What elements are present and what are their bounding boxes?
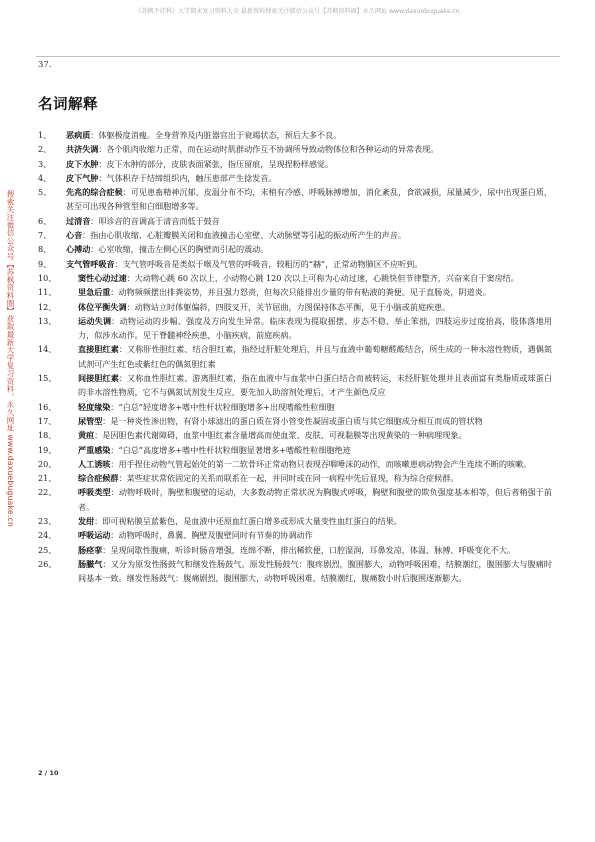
definition-entry [38,285,552,299]
entry-definition: ：即可视粘膜呈蓝紫色，是血液中还原血红蛋白增多或形成大量变性血红蛋白的结果。 [94,516,402,527]
definition-entry [38,428,552,442]
entry-definition: ：呈现间歇性腹痛，听诊时肠音增强，连绵不断，排出稀软便，口腔湿润，耳鼻发凉，体温、脉搏、呼吸变化不大。 [102,544,516,555]
definition-entry [38,400,552,414]
page-marker: 37. [38,60,52,70]
entry-term: 严重感染 [78,444,111,455]
definition-entry [38,528,552,542]
entry-number: 11、 [38,287,57,298]
entry-definition: ：心室收缩，撞击左侧心区的胸壁而引起的震动。 [90,244,269,255]
entry-number: 14、 [38,344,57,355]
entry-definition: ：体躯极度消瘦。全身营养及内脏器官出于衰竭状态，预后大多不良。 [90,130,342,140]
entry-number: 16、 [38,401,57,412]
entry-term: 发绀 [78,516,95,527]
entry-number: 3、 [38,158,52,169]
definition-entry [38,128,552,142]
definition-entry [38,557,552,586]
definition-list [38,128,552,586]
entry-definition: ：指由心肌收缩、心脏瓣膜关闭和血液撞击心室壁、大动脉壁等引起的振动所产生的声音。 [82,230,406,241]
entry-term: 窦性心动过速 [78,272,127,283]
entry-number: 2、 [38,144,52,155]
entry-definition: ：又称肝性胆红素、结合胆红素，指经过肝脏处理后，并且与血液中葡萄糖醛酸结合，所生成的一种水溶性物质，遇偶氮试剂可产生红色或紫红色的偶氮胆红素 [78,344,552,369]
definition-entry [38,171,552,185]
entry-definition: ：动物呼吸时，鼻翼、胸壁及腹壁同时有节奏的协调动作 [110,530,313,541]
entry-definition: ：大动物心跳 60 次以上，小动物心跳 120 次以上可称为心动过速，心跳快但节律整齐，兴奋来自于窦房结。 [126,272,519,283]
definition-entry [38,142,552,156]
entry-number: 12、 [38,301,57,312]
entry-number: 22、 [38,487,57,498]
entry-definition: ：又称血性胆红素、游离胆红素，指在血液中与血浆中白蛋白结合而被转运，未经肝脏处理并且表面富有类脂质或球蛋白的非水溶性物质，它不与偶氮试剂发生反应，要先加入助溶剂处理后，才产生颜色反应 [78,373,552,398]
entry-number: 9、 [38,258,52,269]
entry-term: 皮下气肿 [66,172,99,183]
definition-entry [38,471,552,485]
entry-definition: ：动物频频摆出排粪姿势，并且强力怒责，但每次只能排出少量的带有粘液的粪便。见于直肠炎，阴道炎。 [110,287,491,298]
entry-definition: ：可见患畜精神沉郁、皮温分布不均，末梢有冷感、呼吸脉搏增加，消化紊乱，食欲减损，尿量减少，尿中出现蛋白质，甚至可出现各种管型和白细胞增多等。 [66,187,552,212]
entry-number: 4、 [38,172,52,183]
entry-definition: ：用手捏住动物气管起始处的第一二软骨环正常动物只表现吞咽唾沫的动作，而咳嗽患病动物会产生连续不断的咳嗽。 [110,458,532,469]
entry-number: 18、 [38,430,57,441]
entry-term: 间接胆红素 [78,373,119,384]
entry-number: 13、 [38,315,57,326]
entry-term: 心音 [66,230,83,241]
entry-term: 尿管型 [78,415,103,426]
entry-term: 人工诱咳 [78,458,111,469]
definition-entry [38,414,552,428]
entry-definition: ：皮下水肿的部分，皮肤表面紧张，指压留痕，呈现捏粉样感觉。 [98,158,334,169]
page-footer: 2 / 10 [38,769,59,777]
definition-entry [38,371,552,400]
entry-definition: ：动物呼吸时，胸壁和腹壁的运动，大多数动物正常状况为胸腹式呼吸，胸壁和腹壁的欺负强度基本相等，但后者稍强于前者。 [78,487,552,512]
entry-number: 10、 [38,272,57,283]
definition-entry [38,228,552,242]
entry-definition: ：动物运动的步幅、强度及方向发生异常。临床表现为提取摇摆、步态不稳、举止笨拙，四肢运步过度抬高，肢体落地用力，似涉水动作。见于脊髓神经疾患，小脑疾病，前庭疾病。 [78,315,552,341]
entry-definition: ：动物站立时体躯偏斜，四肢叉开，关节屈曲，力图保持体态平衡，见于小脑或前庭疾患。 [126,301,451,312]
entry-definition: ：是一种炎性渗出物，有肾小球滤出的蛋白质在肾小管变性凝固或蛋白质与其它细胞成分相互而成的管状物 [102,415,483,426]
entry-term: 里急后重 [78,287,111,298]
entry-term: 肠痉挛 [78,544,103,555]
entry-number: 26、 [38,558,57,569]
entry-number: 19、 [38,444,57,455]
entry-number: 7、 [38,230,52,241]
definition-entry [38,485,552,514]
definition-entry [38,514,552,528]
entry-number: 24、 [38,530,57,541]
entry-term: 肠臌气 [78,558,103,569]
entry-term: 呼吸类型 [78,487,111,498]
entry-term: 过清音 [66,215,91,226]
definition-entry [38,314,552,343]
entry-term: 共济失调 [66,144,99,155]
definition-entry [38,342,552,371]
entry-definition: ：是因胆色素代谢障碍，血浆中胆红素含量增高而使血浆、皮肤、可视黏膜等出现黄染的一种病理现象。 [94,430,467,441]
entry-term: 综合症候群 [78,473,119,484]
entry-term: 体位平衡失调 [78,301,127,312]
definition-entry [38,443,552,457]
definition-entry [38,185,552,214]
definition-entry [38,300,552,314]
entry-number: 17、 [38,415,57,426]
entry-definition: ：支气管呼吸音是类似于喉及气管的呼吸音，较粗厉的“赫”，正常动物肺区不应听到。 [114,258,423,269]
entry-number: 5、 [38,187,52,198]
entry-definition: ：某些症状常依固定的关系而联系在一起，并同时或在同一病程中先后显现，称为综合症候群。 [118,473,459,484]
definition-entry [38,214,552,228]
entry-definition: ：气体积存于结缔组织内，触压患部产生捻发音。 [98,172,277,183]
entry-number: 20、 [38,458,57,469]
entry-term: 呼吸运动 [78,530,111,541]
entry-number: 21、 [38,473,57,484]
entry-term: 轻度缘染 [78,401,111,412]
header-divider [36,56,560,57]
entry-definition: ：“白总”高度增多+嗜中性杆状粒细胞显著增多+嗜酸性粒细胞绝迹 [110,444,351,455]
definition-entry [38,157,552,171]
entry-term: 皮下水肿 [66,158,99,169]
header-banner: 《苏枫不挂科》大学期末复习资料大全 最新资料搜索关注微信公众号【苏枫资料圈】永久网址 www.daxuebuguake.cn [135,8,460,15]
entry-term: 运动失调 [78,315,112,326]
entry-term: 直接胆红素 [78,344,119,355]
entry-definition: ：又分为原发性肠鼓气和继发性肠鼓气。原发性肠鼓气：腹疼剧烈，腹围膨大，动物呼吸困难，结膜潮红，腹围膨大与腹痛时间基本一致。继发性肠鼓气：腹痛剧烈，腹围膨大，动物呼吸困难，结膜潮红，腹痛数小时后腹围逐渐膨大。 [78,558,552,584]
definition-entry [38,242,552,256]
entry-number: 15、 [38,373,57,384]
side-watermark: 搜索关注微信公众号【苏枫资料圈】获取最新大学复习资料，永久网址 www.daxuebuguake.cn [6,190,15,528]
entry-term: 支气管呼吸音 [66,258,115,269]
entry-number: 23、 [38,516,57,527]
definition-entry [38,271,552,285]
section-title: 名词解释 [38,97,98,113]
entry-term: 先兆的综合症候 [66,187,123,198]
entry-term: 黄疸 [78,430,95,441]
entry-definition: ：叩诊音的音调高于清音而低于鼓音 [90,215,220,226]
definition-entry [38,457,552,471]
definition-entry [38,543,552,557]
definition-entry [38,257,552,271]
entry-term: 恶病质 [66,130,91,140]
entry-definition: ：各个肌肉收缩力正常，而在运动时肌群动作互不协调所导致动物体位和各种运动的异常表现。 [98,144,439,155]
entry-number: 6、 [38,215,52,226]
entry-number: 25、 [38,544,57,555]
entry-definition: ：“白总”轻度增多+嗜中性杆状粒细胞增多+出现嗜酸性粒细胞 [110,401,335,412]
entry-number: 1、 [38,130,52,140]
entry-number: 8、 [38,244,52,255]
entry-term: 心搏动 [66,244,91,255]
